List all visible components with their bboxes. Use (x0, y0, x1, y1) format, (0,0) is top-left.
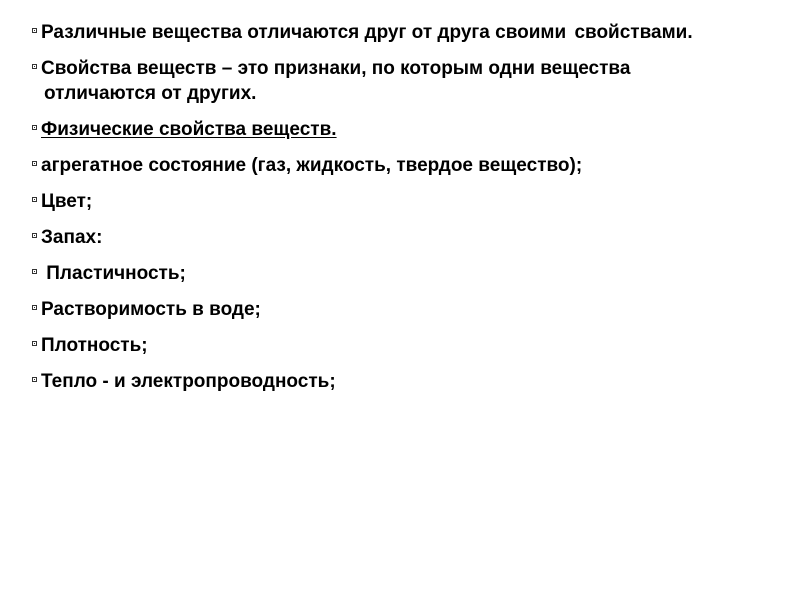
bullet-text-line-2: свойствами. (574, 22, 693, 43)
bullet-text: Пластичность; (41, 263, 186, 284)
bullet-icon (32, 341, 37, 346)
bullet-item-conductivity (32, 369, 772, 394)
bullet-item-density (32, 333, 772, 358)
bullet-text-line-2: отличаются от других. (44, 83, 257, 104)
bullet-text-line-1: Свойства веществ – это признаки, по которым одни вещества (41, 58, 631, 79)
bullet-item-different-substances (32, 20, 772, 45)
bullet-icon (32, 197, 37, 202)
bullet-text-line-1: Различные вещества отличаются друг от друга своими (41, 22, 567, 43)
bullet-text: Растворимость в воде; (41, 299, 261, 320)
bullet-text: агрегатное состояние (газ, жидкость, твердое вещество); (41, 155, 583, 176)
bullet-text: Тепло - и электропроводность; (41, 371, 336, 392)
bullet-item-plasticity (32, 261, 772, 286)
bullet-icon (32, 305, 37, 310)
bullet-item-smell (32, 225, 772, 250)
bullet-item-solubility (32, 297, 772, 322)
bullet-icon (32, 64, 37, 69)
bullet-text: Физические свойства веществ. (41, 119, 337, 140)
bullet-icon (32, 28, 37, 33)
bullet-icon (32, 377, 37, 382)
bullet-icon (32, 161, 37, 166)
bullet-text: Плотность; (41, 335, 148, 356)
bullet-text: Цвет; (41, 191, 93, 212)
bullet-item-properties-definition (32, 56, 772, 106)
bullet-icon (32, 233, 37, 238)
bullet-icon (32, 269, 37, 274)
bullet-item-physical-properties (32, 117, 772, 142)
bullet-list (32, 20, 772, 405)
bullet-item-color (32, 189, 772, 214)
bullet-text: Запах: (41, 227, 103, 248)
bullet-icon (32, 125, 37, 130)
bullet-item-aggregate-state (32, 153, 772, 178)
